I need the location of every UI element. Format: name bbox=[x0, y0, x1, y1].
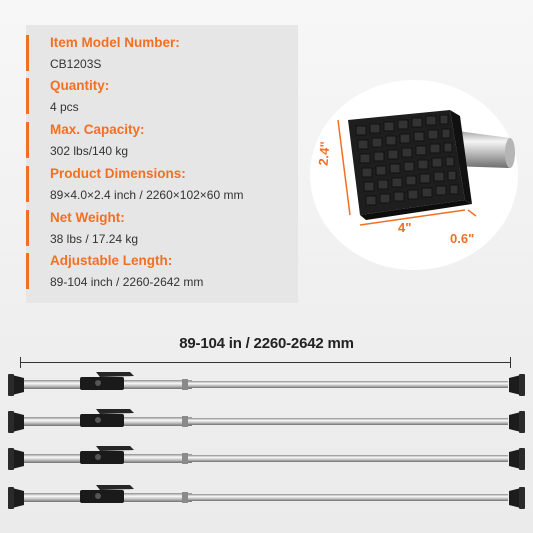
height-label: 2.4" bbox=[315, 140, 333, 167]
spec-value: 89-104 inch / 2260-2642 mm bbox=[50, 275, 204, 289]
depth-dimension-line bbox=[468, 210, 476, 216]
spec-label: Net Weight: bbox=[50, 210, 125, 225]
accent-bar bbox=[26, 35, 29, 71]
cargo-bar-foot-pad-icon bbox=[348, 110, 472, 220]
length-label: 89-104 in / 2260-2642 mm bbox=[179, 335, 354, 352]
spec-value: 38 lbs / 17.24 kg bbox=[50, 232, 139, 246]
spec-label: Product Dimensions: bbox=[50, 166, 186, 181]
cargo-bar-icon bbox=[8, 446, 525, 470]
width-label: 4" bbox=[398, 220, 412, 235]
accent-bar bbox=[26, 122, 29, 158]
accent-bar bbox=[26, 253, 29, 289]
spec-value: 89×4.0×2.4 inch / 2260×102×60 mm bbox=[50, 188, 244, 202]
accent-bar bbox=[26, 210, 29, 246]
spec-label: Quantity: bbox=[50, 78, 110, 93]
spec-value: 4 pcs bbox=[50, 100, 79, 114]
spec-panel bbox=[26, 25, 298, 303]
spec-value: 302 lbs/140 kg bbox=[50, 144, 129, 158]
accent-bar bbox=[26, 78, 29, 114]
cargo-bar-icon bbox=[8, 409, 525, 433]
cargo-bar-icon bbox=[8, 485, 525, 509]
spec-label: Max. Capacity: bbox=[50, 122, 145, 137]
depth-label: 0.6" bbox=[450, 231, 475, 246]
cargo-bar-icon bbox=[8, 372, 525, 396]
spec-value: CB1203S bbox=[50, 57, 102, 71]
spec-label: Adjustable Length: bbox=[50, 253, 173, 268]
accent-bar bbox=[26, 166, 29, 202]
cargo-bars bbox=[0, 360, 533, 533]
spec-label: Item Model Number: bbox=[50, 35, 180, 50]
height-dimension-line bbox=[338, 120, 350, 215]
foot-pad-detail bbox=[310, 80, 518, 270]
